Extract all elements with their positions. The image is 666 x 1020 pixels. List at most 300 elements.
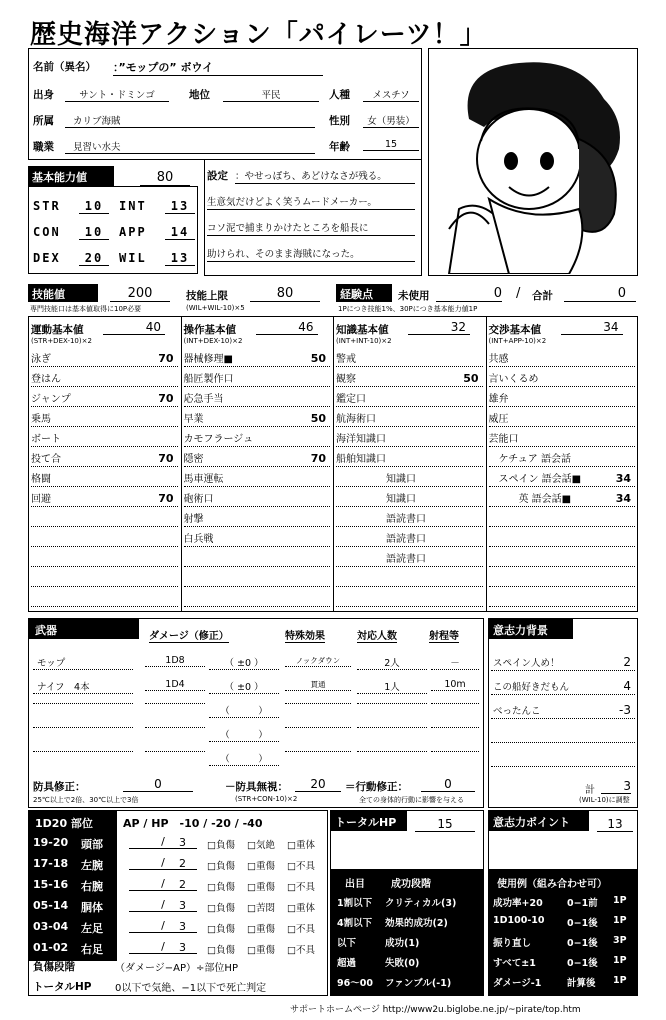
action-value[interactable]: 0 xyxy=(421,777,475,792)
skill-value[interactable]: 70 xyxy=(158,452,174,465)
hp-check[interactable]: □負傷 xyxy=(207,861,235,872)
name-row xyxy=(33,59,413,75)
success-head-roll: 出目 xyxy=(345,879,365,890)
success-level: 失敗(0) xyxy=(385,958,420,969)
hp-check[interactable]: □不具 xyxy=(287,945,315,956)
hp-range: 05-14 xyxy=(33,899,69,912)
skill-name: 英 語会話■ xyxy=(488,494,572,505)
hp-check[interactable]: □不具 xyxy=(287,861,315,872)
usage-name: すべて±1 xyxy=(493,958,536,969)
will-usage-head: 使用例（組み合わせ可） xyxy=(497,879,607,890)
weapon-damage[interactable] xyxy=(145,727,205,728)
skill-name: 射撃 xyxy=(183,514,204,525)
stat-key-app: APP xyxy=(119,225,147,239)
setting-line[interactable]: 助けられ、そのまま海賊になった。 xyxy=(207,246,415,262)
skill-row[interactable] xyxy=(31,347,178,367)
skill-column-header xyxy=(336,319,481,337)
setting-line[interactable]: 生意気だけどよく笑うムードメーカー。 xyxy=(207,194,415,210)
skill-value[interactable]: 34 xyxy=(615,472,631,485)
hp-part: 左腕 xyxy=(81,859,103,872)
stat-value-wil[interactable]: 13 xyxy=(165,251,195,266)
skill-column-divider xyxy=(333,317,334,611)
skill-column-value[interactable]: 46 xyxy=(256,320,318,335)
hp-check[interactable]: □苦悶 xyxy=(247,903,275,914)
skill-value[interactable]: 50 xyxy=(310,412,326,425)
skill-name: 登はん xyxy=(31,374,61,385)
hp-check[interactable]: □負傷 xyxy=(207,903,235,914)
hp-check[interactable]: □負傷 xyxy=(207,882,235,893)
hp-check[interactable]: □重体 xyxy=(287,903,315,914)
stat-value-con[interactable]: 10 xyxy=(79,225,109,240)
exp-unused-label: 未使用 xyxy=(398,290,430,302)
total-hp-value[interactable]: 15 xyxy=(415,817,475,832)
skill-row[interactable] xyxy=(336,547,483,567)
skill-row[interactable] xyxy=(184,587,331,607)
skill-row[interactable] xyxy=(489,587,636,607)
hp-row xyxy=(29,833,327,854)
skill-name: 言いくるめ xyxy=(488,374,539,385)
total-hp-box xyxy=(330,810,484,996)
skill-value[interactable]: 70 xyxy=(310,452,326,465)
footer-url[interactable]: サポートホームページ http://www2u.biglobe.ne.jp/~pirate/top.htm xyxy=(290,1005,581,1015)
weapon-modifier[interactable]: （ ±0 ） xyxy=(209,655,279,670)
will-background-box xyxy=(488,618,638,808)
stat-value-str[interactable]: 10 xyxy=(79,199,109,214)
will-total-value[interactable]: 3 xyxy=(601,779,631,794)
hp-ap-slash[interactable]: / xyxy=(129,940,197,954)
stat-key-int: INT xyxy=(119,199,147,213)
skill-points-note: 専門技能口は基本値取得に10P必要 xyxy=(30,305,142,313)
success-head-level: 成功段階 xyxy=(391,879,431,890)
skill-name: 芸能口 xyxy=(488,434,519,445)
weapon-row[interactable] xyxy=(33,675,479,695)
skill-row[interactable] xyxy=(489,467,636,487)
will-background-value[interactable]: -3 xyxy=(619,703,631,717)
hp-range: 17-18 xyxy=(33,857,69,870)
skill-row[interactable] xyxy=(31,587,178,607)
will-background-text[interactable]: スペイン人め！ xyxy=(493,658,560,669)
weapon-special[interactable] xyxy=(285,751,351,752)
hp-ap-slash[interactable]: / xyxy=(129,856,197,870)
weapons-range-label: 射程等 xyxy=(429,627,459,643)
skill-limit-note: (WIL+WIL-10)×5 xyxy=(186,304,245,312)
skill-column-header xyxy=(31,319,176,337)
weapon-targets[interactable] xyxy=(357,751,427,752)
armor-ignore-note: (STR+CON-10)×2 xyxy=(235,795,298,803)
skill-row[interactable] xyxy=(184,367,331,387)
skill-row[interactable] xyxy=(31,487,178,507)
hp-check[interactable]: □負傷 xyxy=(207,924,235,935)
skill-name: 海洋知識口 xyxy=(336,434,386,445)
hp-check[interactable]: □負傷 xyxy=(207,840,235,851)
skill-name: スペイン 語会話■ xyxy=(488,474,582,485)
skill-name: 語読書口 xyxy=(336,554,426,565)
skill-row[interactable] xyxy=(336,567,483,587)
rank-value[interactable]: 平民 xyxy=(223,87,319,102)
weapon-special[interactable] xyxy=(285,703,351,704)
will-background-text[interactable]: べったんこ xyxy=(493,706,541,717)
skill-limit-value[interactable]: 80 xyxy=(250,286,320,302)
skill-row[interactable] xyxy=(489,407,636,427)
hp-check[interactable]: □重傷 xyxy=(247,882,275,893)
skill-row[interactable] xyxy=(336,507,483,527)
usage-name: ダメージ-1 xyxy=(493,978,542,989)
hp-ap-slash[interactable]: / xyxy=(129,835,197,849)
skill-name: カモフラージュ xyxy=(183,434,254,445)
injury-label: 負傷段階 xyxy=(33,961,75,973)
hp-value[interactable]: 3 xyxy=(179,836,186,849)
profile-box xyxy=(28,48,422,160)
sex-label: 性別 xyxy=(329,115,350,127)
skill-name: 知識口 xyxy=(336,494,416,505)
skill-value[interactable]: 70 xyxy=(158,392,174,405)
skill-column-formula: (INT+APP-10)×2 xyxy=(488,337,547,345)
usage-cost: 1P xyxy=(613,975,627,986)
hp-ap-slash[interactable]: / xyxy=(129,898,197,912)
skill-row[interactable] xyxy=(489,367,636,387)
hp-range: 15-16 xyxy=(33,878,69,891)
hp-head-right: AP / HP -10 / -20 / -40 xyxy=(123,817,263,830)
affil-row xyxy=(33,113,423,129)
hp-check[interactable]: □重傷 xyxy=(247,945,275,956)
hp-range: 01-02 xyxy=(33,941,69,954)
base-stats-box xyxy=(28,186,198,274)
skill-row[interactable] xyxy=(184,547,331,567)
skill-column-value[interactable]: 34 xyxy=(561,320,623,335)
will-note: (WIL-10)に調整 xyxy=(579,796,630,804)
armor-value[interactable]: 0 xyxy=(123,777,193,792)
skill-row[interactable] xyxy=(336,487,483,507)
hp-value[interactable]: 3 xyxy=(179,941,186,954)
success-level: 成功(1) xyxy=(385,938,420,949)
weapon-modifier[interactable]: （ ±0 ） xyxy=(209,679,279,694)
hp-value[interactable]: 3 xyxy=(179,899,186,912)
skill-row[interactable] xyxy=(31,547,178,567)
weapon-special[interactable]: 貫通 xyxy=(285,679,351,691)
skill-name: 威圧 xyxy=(488,414,509,425)
weapon-row[interactable] xyxy=(33,699,479,719)
age-label: 年齢 xyxy=(329,141,350,153)
skill-row[interactable] xyxy=(336,467,483,487)
job-row xyxy=(33,139,423,155)
stat-value-int[interactable]: 13 xyxy=(165,199,195,214)
skill-row[interactable] xyxy=(184,347,331,367)
name-value[interactable]: ：”モップの” ボウイ xyxy=(113,59,323,76)
weapon-name[interactable]: ナイフ 4本 xyxy=(33,679,133,694)
weapons-label: 武器 xyxy=(29,619,139,639)
usage-cost: 3P xyxy=(613,935,627,946)
skill-row[interactable] xyxy=(489,427,636,447)
hp-row xyxy=(29,875,327,896)
skill-row[interactable] xyxy=(489,547,636,567)
usage-timing: 0−1後 xyxy=(567,938,598,949)
weapon-modifier[interactable]: （ ） xyxy=(209,727,279,742)
exp-total-label: 合計 xyxy=(532,290,553,302)
hp-row xyxy=(29,917,327,938)
skill-row[interactable] xyxy=(336,447,483,467)
armor-note: 25℃以上で2倍、30℃以上で3倍 xyxy=(33,796,139,804)
weapon-row[interactable] xyxy=(33,747,479,767)
job-label: 職業 xyxy=(33,141,54,153)
usage-name: 1D100-10 xyxy=(493,915,545,926)
skill-column-formula: (INT+INT-10)×2 xyxy=(336,337,392,345)
total-hp-note-text: 0以下で気絶、−1以下で死亡判定 xyxy=(115,983,267,994)
skill-value[interactable]: 34 xyxy=(615,492,631,505)
armor-ignore-label: －防具無視： xyxy=(225,781,288,793)
success-level: ファンブル(-1) xyxy=(385,978,452,989)
hp-part: 頭部 xyxy=(81,838,103,851)
setting-label: 設定 xyxy=(207,170,228,182)
armor-label: 防具修正： xyxy=(33,781,86,793)
weapon-range[interactable] xyxy=(431,751,479,752)
hp-ap-slash[interactable]: / xyxy=(129,919,197,933)
hp-range: 19-20 xyxy=(33,836,69,849)
skill-name: 語読書口 xyxy=(336,514,426,525)
base-ability-value[interactable]: 80 xyxy=(140,170,190,186)
skill-value[interactable]: 70 xyxy=(158,352,174,365)
weapon-targets[interactable]: 1人 xyxy=(357,679,427,694)
will-background-row[interactable] xyxy=(491,651,635,671)
success-roll: 1割以下 xyxy=(337,898,373,909)
stat-key-con: CON xyxy=(33,225,61,239)
total-hp-note-label: トータルHP xyxy=(33,981,92,993)
hp-head-left: 1D20 部位 xyxy=(35,817,93,830)
skill-row[interactable] xyxy=(184,447,331,467)
hp-check[interactable]: □負傷 xyxy=(207,945,235,956)
stat-value-app[interactable]: 14 xyxy=(165,225,195,240)
skill-row[interactable] xyxy=(336,387,483,407)
skill-row[interactable] xyxy=(31,427,178,447)
skill-name: 投て合 xyxy=(31,454,61,465)
weapon-range[interactable]: － xyxy=(431,655,479,670)
skill-row[interactable] xyxy=(336,427,483,447)
stat-key-wil: WIL xyxy=(119,251,147,265)
skill-value[interactable]: 50 xyxy=(310,352,326,365)
usage-cost: 1P xyxy=(613,955,627,966)
hp-part: 右足 xyxy=(81,943,103,956)
hp-check[interactable]: □重体 xyxy=(287,840,315,851)
weapon-range[interactable]: 10m xyxy=(431,679,479,691)
skill-name: 語読書口 xyxy=(336,534,426,545)
skill-row[interactable] xyxy=(184,567,331,587)
will-background-value[interactable]: 2 xyxy=(623,655,631,669)
skill-name: 応急手当 xyxy=(183,394,224,405)
skill-row[interactable] xyxy=(31,467,178,487)
skill-row[interactable] xyxy=(489,387,636,407)
skill-name: 泳ぎ xyxy=(31,354,51,365)
birth-value[interactable]: サント・ドミンゴ xyxy=(65,87,169,102)
skill-name: 共感 xyxy=(488,354,509,365)
skill-row[interactable] xyxy=(31,567,178,587)
skill-row[interactable] xyxy=(184,427,331,447)
weapon-name[interactable] xyxy=(33,703,133,704)
usage-cost: 1P xyxy=(613,895,627,906)
skill-column-value[interactable]: 32 xyxy=(408,320,470,335)
skill-column-label: 知識基本値 xyxy=(336,324,389,336)
skill-column-value[interactable]: 40 xyxy=(103,320,165,335)
will-background-row[interactable] xyxy=(491,675,635,695)
hp-value[interactable]: 2 xyxy=(179,878,186,891)
skill-row[interactable] xyxy=(336,367,483,387)
weapon-range[interactable] xyxy=(431,727,479,728)
weapon-damage[interactable] xyxy=(145,751,205,752)
skill-points-value[interactable]: 200 xyxy=(110,286,170,302)
success-roll: 4割以下 xyxy=(337,918,373,929)
weapon-name[interactable] xyxy=(33,727,133,728)
skill-name: 警戒 xyxy=(336,354,356,365)
usage-cost: 1P xyxy=(613,915,627,926)
skill-row[interactable] xyxy=(184,487,331,507)
weapon-special[interactable]: ノックダウン xyxy=(285,655,351,667)
skill-name: 船匠製作口 xyxy=(183,374,234,385)
character-portrait xyxy=(428,48,638,276)
hp-ap-slash[interactable]: / xyxy=(129,877,197,891)
weapon-range[interactable] xyxy=(431,703,479,704)
skill-row[interactable] xyxy=(489,567,636,587)
usage-timing: 計算後 xyxy=(567,978,596,989)
skill-row[interactable] xyxy=(31,387,178,407)
hp-check[interactable]: □不具 xyxy=(287,882,315,893)
skill-row[interactable] xyxy=(31,407,178,427)
skill-name: 馬車運転 xyxy=(183,474,224,485)
skill-name: 観察 xyxy=(336,374,356,385)
skill-column-header xyxy=(489,319,634,337)
skill-row[interactable] xyxy=(489,487,636,507)
weapons-special-label: 特殊効果 xyxy=(285,627,325,643)
total-hp-label: トータルHP xyxy=(331,811,407,831)
stat-key-str: STR xyxy=(33,199,61,213)
usage-timing: 0−1後 xyxy=(567,958,598,969)
weapon-targets[interactable] xyxy=(357,727,427,728)
hp-check[interactable]: □気絶 xyxy=(247,840,275,851)
skill-row[interactable] xyxy=(336,407,483,427)
skill-name: 航海術口 xyxy=(336,414,376,425)
success-roll: 96〜00 xyxy=(337,978,373,989)
skill-column-header xyxy=(184,319,329,337)
skill-name: 白兵戦 xyxy=(183,534,214,545)
weapon-name[interactable]: モップ xyxy=(33,655,133,670)
skill-row[interactable] xyxy=(31,527,178,547)
base-ability-label: 基本能力値 xyxy=(28,166,114,186)
weapon-name[interactable] xyxy=(33,751,133,752)
exp-slash: / xyxy=(516,286,521,301)
weapons-targets-label: 対応人数 xyxy=(357,627,397,643)
will-background-text[interactable]: この船好きだもん xyxy=(493,682,570,693)
setting-line[interactable]: コソ泥で捕まりかけたところを船長に xyxy=(207,220,415,236)
weapon-special[interactable] xyxy=(285,727,351,728)
race-value[interactable]: メスチソ xyxy=(363,87,419,102)
skill-row[interactable] xyxy=(31,447,178,467)
weapon-damage[interactable] xyxy=(145,703,205,704)
skill-name: 回避 xyxy=(31,494,51,505)
skill-row[interactable] xyxy=(489,447,636,467)
weapon-damage[interactable]: 1D4 xyxy=(145,679,205,691)
skill-row[interactable] xyxy=(184,527,331,547)
affil-label: 所属 xyxy=(33,115,54,127)
exp-unused-value[interactable]: 0 xyxy=(436,286,502,302)
skill-row[interactable] xyxy=(489,347,636,367)
skill-name: 鑑定口 xyxy=(336,394,366,405)
skill-value[interactable]: 70 xyxy=(158,492,174,505)
weapon-targets[interactable] xyxy=(357,703,427,704)
success-table xyxy=(331,869,483,995)
stat-value-dex[interactable]: 20 xyxy=(79,251,109,266)
skill-row[interactable] xyxy=(489,507,636,527)
exp-total-value[interactable]: 0 xyxy=(564,286,636,302)
will-background-label: 意志力背景 xyxy=(489,619,573,639)
hp-check[interactable]: □重傷 xyxy=(247,924,275,935)
hp-value[interactable]: 3 xyxy=(179,920,186,933)
skill-row[interactable] xyxy=(184,467,331,487)
skill-column-label: 交渉基本値 xyxy=(488,324,541,336)
skill-name: 早業 xyxy=(183,414,204,425)
weapon-targets[interactable]: 2人 xyxy=(357,655,427,670)
affil-value[interactable]: カリブ海賊 xyxy=(65,113,315,128)
skill-row[interactable] xyxy=(31,367,178,387)
skill-name: ジャンプ xyxy=(31,394,71,405)
exp-note: 1Pにつき技能1%、30Pにつき基本能力値1P xyxy=(338,305,478,313)
weapon-modifier[interactable]: （ ） xyxy=(209,703,279,718)
skill-column-label: 運動基本値 xyxy=(31,324,84,336)
will-background-value[interactable]: 4 xyxy=(623,679,631,693)
hp-check[interactable]: □重傷 xyxy=(247,861,275,872)
will-points-box xyxy=(488,810,638,996)
sex-value[interactable]: 女（男装） xyxy=(363,113,419,128)
setting-line[interactable]: ：やせっぽち、あどけなさが残る。 xyxy=(235,168,415,184)
hp-part: 胴体 xyxy=(81,901,103,914)
hp-check[interactable]: □不具 xyxy=(287,924,315,935)
will-background-row[interactable] xyxy=(491,699,635,719)
skill-row[interactable] xyxy=(31,507,178,527)
skill-row[interactable] xyxy=(184,407,331,427)
skill-row[interactable] xyxy=(336,527,483,547)
birth-label: 出身 xyxy=(33,89,54,101)
armor-ignore-value[interactable]: 20 xyxy=(295,777,341,792)
hp-value[interactable]: 2 xyxy=(179,857,186,870)
will-background-row[interactable] xyxy=(491,723,635,743)
skill-name: 砲術口 xyxy=(183,494,214,505)
portrait-drawing xyxy=(429,49,636,274)
weapon-row[interactable] xyxy=(33,723,479,743)
success-roll: 超過 xyxy=(337,958,357,969)
skill-name: 格闘 xyxy=(31,474,51,485)
weapon-row[interactable] xyxy=(33,651,479,671)
name-label: 名前（異名） xyxy=(33,61,96,73)
skill-row[interactable] xyxy=(489,527,636,547)
skill-row[interactable] xyxy=(184,507,331,527)
skill-row[interactable] xyxy=(336,347,483,367)
skill-column-divider xyxy=(181,317,182,611)
skill-row[interactable] xyxy=(336,587,483,607)
age-value[interactable]: 15 xyxy=(363,139,419,151)
usage-timing: 0−1前 xyxy=(567,898,598,909)
weapon-modifier[interactable]: （ ） xyxy=(209,751,279,766)
skill-value[interactable]: 50 xyxy=(463,372,479,385)
action-note: 全ての身体的行動に影響を与える xyxy=(359,796,464,804)
skill-row[interactable] xyxy=(184,387,331,407)
weapon-damage[interactable]: 1D8 xyxy=(145,655,205,667)
success-roll: 以下 xyxy=(337,938,357,949)
will-points-value[interactable]: 13 xyxy=(597,817,633,832)
hp-part: 右腕 xyxy=(81,880,103,893)
will-points-label: 意志力ポイント xyxy=(489,811,589,831)
skill-name: ケチュア 語会話 xyxy=(488,454,571,465)
success-level: クリティカル(3) xyxy=(385,898,457,909)
skill-name: ボート xyxy=(31,434,61,445)
will-background-row[interactable] xyxy=(491,747,635,767)
weapons-box xyxy=(28,618,484,808)
job-value[interactable]: 見習い水夫 xyxy=(65,139,315,154)
